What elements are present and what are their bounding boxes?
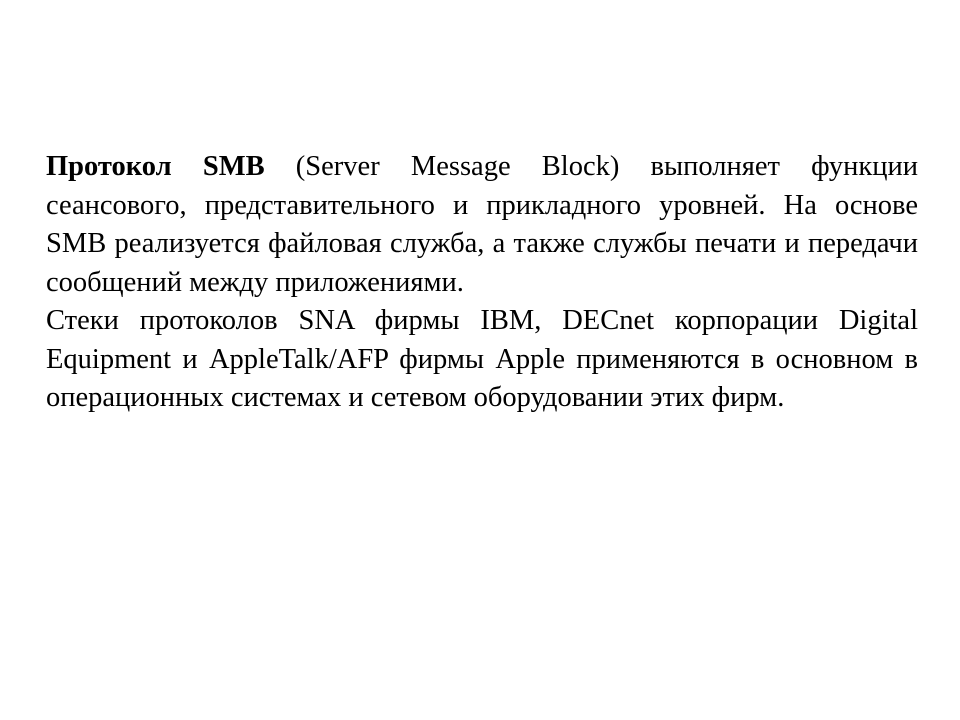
paragraph-smb-body: (Server Message Block) выполняет функции сеансового, представительного и прикладного уровней. На основе SMB реализуется файловая служба, а также службы печати и передачи сообщений между приложениями. <box>46 151 918 298</box>
paragraph-smb <box>46 148 918 302</box>
slide-text-block <box>46 148 918 418</box>
paragraph-smb-lead: Протокол SMB <box>46 151 265 182</box>
paragraph-stacks-body: Стеки протоколов SNA фирмы IBM, DECnet корпорации Digital Equipment и AppleTalk/AFP фирмы Apple применяются в основном в операционных системах и сетевом оборудовании этих фирм. <box>46 305 918 413</box>
paragraph-stacks <box>46 302 918 418</box>
